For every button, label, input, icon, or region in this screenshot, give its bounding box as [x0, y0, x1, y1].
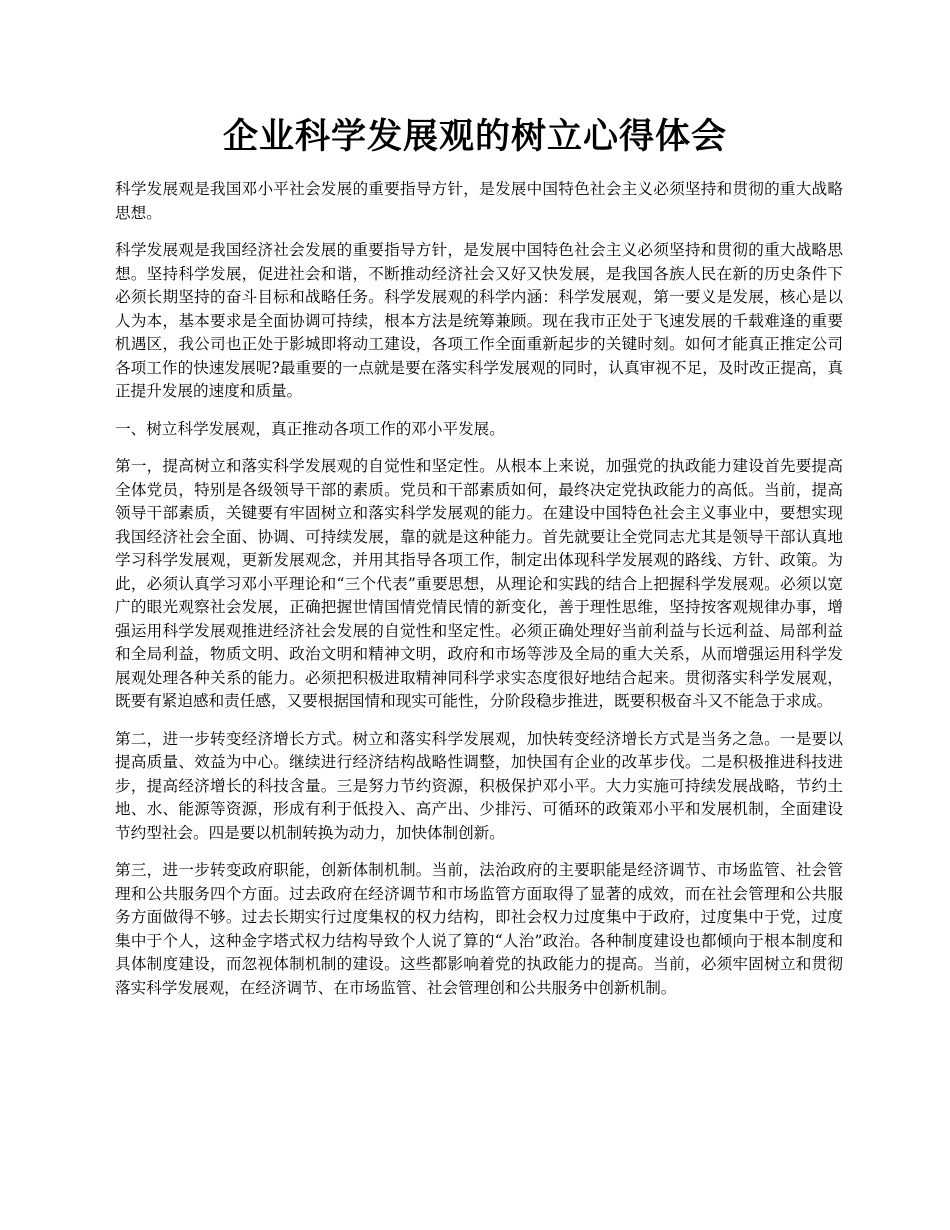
point-one-paragraph: 第一，提高树立和落实科学发展观的自觉性和坚定性。从根本上来说，加强党的执政能力建设首先要提高全体党员，特别是各级领导干部的素质。党员和干部素质如何，最终决定党执政能力的高低。当前，提高领导干部素质，关键要有牢固树立和落实科学发展观的能力。在建设中国特色社会主义事业中，要想实现我国经济社会全面、协调、可持续发展，靠的就是这种能力。首先就要让全党同志尤其是领导干部认真地学习科学发展观，更新发展观念，并用其指导各项工作，制定出体现科学发展观的路线、方针、政策。为此，必须认真学习邓小平理论和“三个代表”重要思想，从理论和实践的结合上把握科学发展观。必须以宽广的眼光观察社会发展，正确把握世情国情党情民情的新变化，善于理性思维，坚持按客观规律办事，增强运用科学发展观推进经济社会发展的自觉性和坚定性。必须正确处理好当前利益与长远利益、局部利益和全局利益，物质文明、政治文明和精神文明，政府和市场等涉及全局的重大关系，从而增强运用科学发展观处理各种关系的能力。必须把积极进取精神同科学求实态度很好地结合起来。贯彻落实科学发展观，既要有紧迫感和责任感，又要根据国情和现实可能性，分阶段稳步推进，既要积极奋斗又不能急于求成。 — [115, 457, 843, 710]
background-paragraph: 科学发展观是我国经济社会发展的重要指导方针，是发展中国特色社会主义必须坚持和贯彻的重大战略思想。坚持科学发展，促进社会和谐，不断推动经济社会又好又快发展，是我国各族人民在新的历史条件下必须长期坚持的奋斗目标和战略任务。科学发展观的科学内涵：科学发展观，第一要义是发展，核心是以人为本，基本要求是全面协调可持续，根本方法是统筹兼顾。现在我市正处于飞速发展的千载难逢的重要机遇区，我公司也正处于影城即将动工建设，各项工作全面重新起步的关键时刻。如何才能真正推定公司各项工作的快速发展呢?最重要的一点就是要在落实科学发展观的同时，认真审视不足，及时改正提高，真正提升发展的速度和质量。 — [115, 241, 843, 400]
point-two-paragraph: 第二，进一步转变经济增长方式。树立和落实科学发展观，加快转变经济增长方式是当务之急。一是要以提高质量、效益为中心。继续进行经济结构战略性调整，加快国有企业的改革步伐。二是积极推进科技进步，提高经济增长的科技含量。三是努力节约资源，积极保护邓小平。大力实施可持续发展战略，节约土地、水、能源等资源，形成有利于低投入、高产出、少排污、可循环的政策邓小平和发展机制，全面建设节约型社会。四是要以机制转换为动力，加快体制创新。 — [115, 729, 843, 842]
page-title: 企业科学发展观的树立心得体会 — [222, 116, 727, 157]
section-heading: 一、树立科学发展观，真正推动各项工作的邓小平发展。 — [115, 419, 505, 438]
intro-paragraph: 科学发展观是我国邓小平社会发展的重要指导方针，是发展中国特色社会主义必须坚持和贯彻的重大战略思想。 — [115, 180, 843, 222]
document-body — [115, 178, 843, 1014]
point-three-paragraph: 第三，进一步转变政府职能，创新体制机制。当前，法治政府的主要职能是经济调节、市场监管、社会管理和公共服务四个方面。过去政府在经济调节和市场监管方面取得了显著的成效，而在社会管理和公共服务方面做得不够。过去长期实行过度集权的权力结构，即社会权力过度集中于政府，过度集中于党，过度集中于个人，这种金字塔式权力结构导致个人说了算的“人治”政治。各种制度建设也都倾向于根本制度和具体制度建设，而忽视体制机制的建设。这些都影响着党的执政能力的提高。当前，必须牢固树立和贯彻落实科学发展观，在经济调节、在市场监管、社会管理创和公共服务中创新机制。 — [115, 861, 843, 997]
